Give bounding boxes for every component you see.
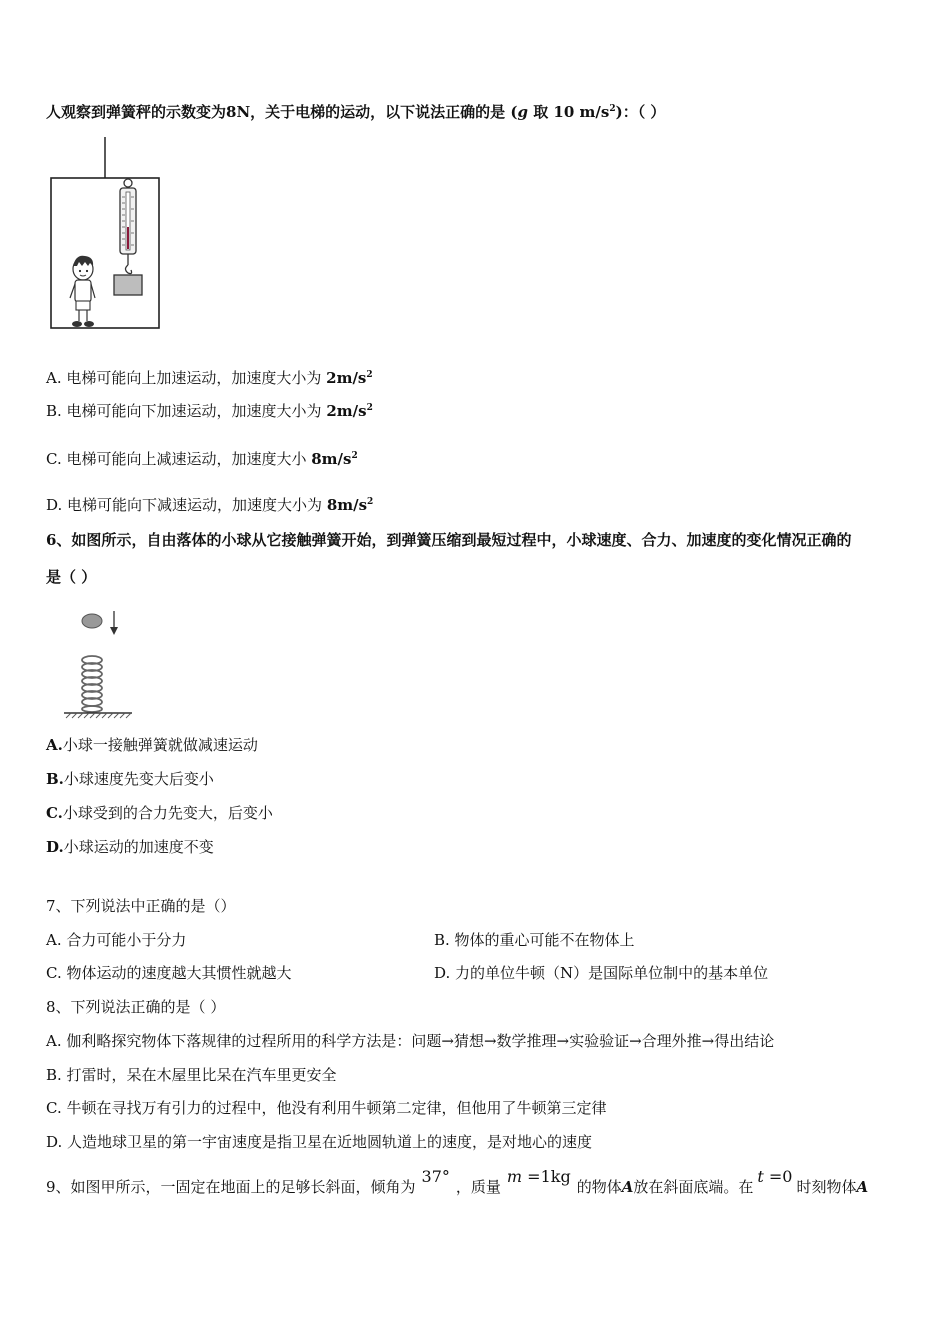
q8-option-a: A. 伽利略探究物体下落规律的过程所用的科学方法是：问题→猜想→数学推理→实验验证→合理外推→得出结论 (46, 1032, 775, 1050)
q9-mass: m =1kg (506, 1167, 571, 1186)
q5-stem (46, 101, 665, 123)
spring-scale (120, 179, 136, 274)
q7-option-b: B. 物体的重心可能不在物体上 (434, 931, 635, 949)
q8-option-d: D. 人造地球卫星的第一宇宙速度是指卫星在近地圆轨道上的速度，是对地心的速度 (46, 1133, 593, 1151)
q8-option-b: B. 打雷时，呆在木屋里比呆在汽车里更安全 (46, 1066, 337, 1084)
q5-stem-end: )：（ ） (615, 103, 666, 121)
q7-stem: 7、下列说法中正确的是（） (46, 897, 236, 915)
q9-time: t =0 (757, 1167, 793, 1186)
ball-spring-figure (62, 607, 134, 721)
q8-option-c: C. 牛顿在寻找万有引力的过程中，他没有利用牛顿第二定律，但他用了牛顿第三定律 (46, 1099, 607, 1117)
q7-option-d: D. 力的单位牛顿（N）是国际单位制中的基本单位 (434, 964, 769, 982)
q9-angle: 37° (421, 1167, 450, 1186)
q5-stem-unit: 取 10 m/s (527, 103, 610, 121)
q8-stem: 8、下列说法正确的是（ ） (46, 998, 226, 1016)
ball (82, 614, 102, 628)
q6-stem-line1: 6、如图所示，自由落体的小球从它接触弹簧开始，到弹簧压缩到最短过程中，小球速度、合力、加速度的变化情况正确的 (46, 531, 852, 549)
spring (82, 656, 102, 712)
elevator-figure (48, 135, 164, 331)
q7-option-c: C. 物体运动的速度越大其惯性就越大 (46, 964, 292, 982)
q6-stem-line2: 是（ ） (46, 568, 97, 586)
q5-stem-text: 人观察到弹簧秤的示数变为8N，关于电梯的运动，以下说法正确的是 ( (46, 103, 518, 121)
q5-option-d: D. 电梯可能向下减速运动，加速度大小为 $8m/s^2$ (46, 496, 374, 514)
q6-option-c: C.小球受到的合力先变大，后变小 (46, 804, 273, 822)
q5-option-c: C. 电梯可能向上减速运动，加速度大小 $8m/s^2$ (46, 450, 358, 468)
q5-option-b: B. 电梯可能向下加速运动，加速度大小为 $2m/s^2$ (46, 402, 373, 420)
q5-option-a: A. 电梯可能向上加速运动，加速度大小为 $2m/s^2$ (46, 369, 373, 387)
q6-option-d: D.小球运动的加速度不变 (46, 838, 214, 856)
q9-stem: 9、如图甲所示，一固定在地面上的足够长斜面，倾角为37°，质量m =1kg的物体A放在斜面底端。在t =0时刻物体A (46, 1167, 869, 1196)
q5-stem-sup: 2 (609, 104, 616, 114)
q6-option-b: B.小球速度先变大后变小 (46, 770, 214, 788)
weight-block (114, 275, 142, 295)
boy-figure (70, 256, 95, 327)
q7-option-a: A. 合力可能小于分力 (46, 931, 187, 949)
q6-option-a: A.小球一接触弹簧就做减速运动 (46, 736, 258, 754)
q5-stem-g: g (517, 103, 528, 121)
elevator-box (51, 178, 159, 328)
